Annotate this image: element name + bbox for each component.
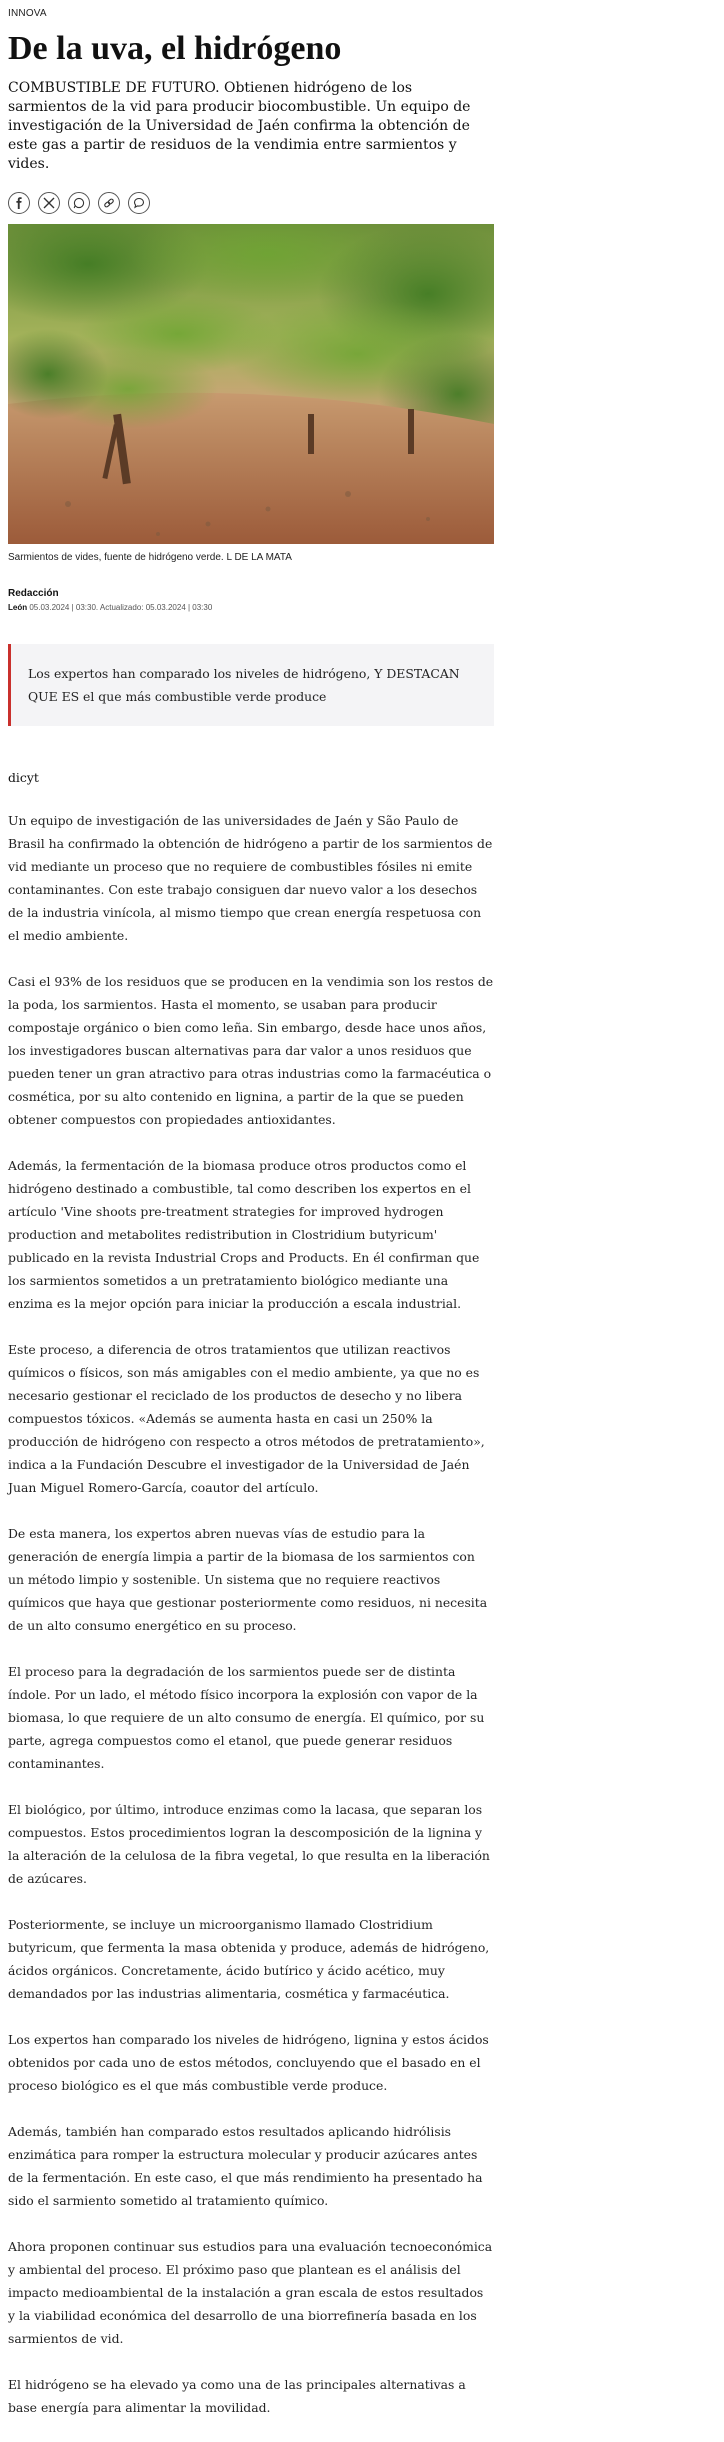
paragraph: Además, la fermentación de la biomasa produce otros productos como el hidrógeno destinado a combustible, tal como describen los expertos en el artículo 'Vine shoots pre-treatment strategies for improved hydrogen production and metabolites redistribution in Clostridium butyricum' publicado en la revista Industrial Crops and Products. En él confirman que los sarmientos sometidos a un pretratamiento biológico mediante una enzima es la mejor opción para iniciar la producción a escala industrial. — [8, 1158, 480, 1311]
vineyard-image — [8, 224, 494, 544]
pullquote-text: Los expertos han comparado los niveles de hidrógeno, Y DESTACAN QUE ES el que más combustible verde produce — [28, 666, 460, 704]
paragraph: Un equipo de investigación de las universidades de Jaén y São Paulo de Brasil ha confirmado la obtención de hidrógeno a partir de los sarmientos de vid mediante un proceso que no requiere de combustibles fósiles ni emite contaminantes. Con este trabajo consiguen dar nuevo valor a los desechos de la industria vinícola, al mismo tiempo que crean energía respetuosa con el medio ambiente. — [8, 813, 493, 943]
paragraph: El proceso para la degradación de los sarmientos puede ser de distinta índole. Por un lado, el método físico incorpora la explosión con vapor de la biomasa, lo que requiere de un alto consumo de energía. El químico, por su parte, agrega compuestos como el etanol, que puede generar residuos contaminantes. — [8, 1664, 485, 1771]
article-body — [8, 809, 494, 2419]
paragraph: De esta manera, los expertos abren nuevas vías de estudio para la generación de energía limpia a partir de la biomasa de los sarmientos con un método limpio y sostenible. Un sistema que no requiere reactivos químicos que haya que gestionar posteriormente como residuos, ni necesita de un alto consumo energético en su proceso. — [8, 1526, 488, 1633]
paragraph: El biológico, por último, introduce enzimas como la lacasa, que separan los compuestos. Estos procedimientos logran la descomposición de la lignina y la alteración de la celulosa de la fibra vegetal, lo que resulta en la liberación de azúcares. — [8, 1802, 490, 1886]
paragraph: Posteriormente, se incluye un microorganismo llamado Clostridium butyricum, que fermenta la masa obtenida y produce, además de hidrógeno, ácidos orgánicos. Concretamente, ácido butírico y ácido acético, muy demandados por las industrias alimentaria, cosmética y farmacéutica. — [8, 1917, 490, 2001]
comment-icon[interactable] — [128, 192, 150, 214]
paragraph: El hidrógeno se ha elevado ya como una de las principales alternativas a base energía para alimentar la movilidad. — [8, 2377, 466, 2415]
paragraph: Casi el 93% de los residuos que se producen en la vendimia son los restos de la poda, los sarmientos. Hasta el momento, se usaban para producir compostaje orgánico o bien como leña. Sin embargo, desde hace unos años, los investigadores buscan alternativas para dar valor a unos residuos que pueden tener un gran atractivo para otras industrias como la farmacéutica o cosmética, por su alto contenido en lignina, a partir de la que se pueden obtener compuestos con propiedades antioxidantes. — [8, 974, 494, 1127]
lead-kicker: COMBUSTIBLE DE FUTURO. — [8, 80, 220, 96]
paragraph: Además, también han comparado estos resultados aplicando hidrólisis enzimática para romper la estructura molecular y producir azúcares antes de la fermentación. En este caso, el que más rendimiento ha presentado ha sido el sarmiento sometido al tratamiento químico. — [8, 2124, 483, 2208]
source: dicyt — [8, 770, 39, 785]
facebook-icon[interactable] — [8, 192, 30, 214]
lead-text: Obtienen hidrógeno de los sarmientos de la vid para producir biocombustible. Un equipo de investigación de la Universidad de Jaén confirma la obtención de este gas a partir de residuos de la vendimia entre sarmientos y vides. — [8, 80, 471, 172]
dates: 05.03.2024 | 03:30. Actualizado: 05.03.2024 | 03:30 — [27, 603, 213, 612]
paragraph: Este proceso, a diferencia de otros tratamientos que utilizan reactivos químicos o físicos, son más amigables con el medio ambiente, ya que no es necesario gestionar el reciclado de los productos de desecho y no libera compuestos tóxicos. «Además se aumenta hasta en casi un 250% la producción de hidrógeno con respecto a otros métodos de pretratamiento», indica a la Fundación Descubre el investigador de la Universidad de Jaén Juan Miguel Romero-García, coautor del artículo. — [8, 1342, 485, 1495]
share-bar — [8, 192, 494, 214]
article-lead — [8, 79, 494, 174]
link-icon[interactable] — [98, 192, 120, 214]
dateline — [8, 603, 494, 612]
article — [8, 0, 494, 2442]
x-icon[interactable] — [38, 192, 60, 214]
section-tag[interactable]: INNOVA — [8, 8, 47, 19]
article-title: De la uva, el hidrógeno — [8, 30, 342, 67]
whatsapp-icon[interactable] — [68, 192, 90, 214]
image-caption: Sarmientos de vides, fuente de hidrógeno verde. L DE LA MATA — [8, 552, 292, 563]
location: León — [8, 603, 28, 612]
paragraph: Los expertos han comparado los niveles de hidrógeno, lignina y estos ácidos obtenidos por cada uno de estos métodos, concluyendo que el basado en el proceso biológico es el que más combustible verde produce. — [8, 2032, 489, 2093]
paragraph: Ahora proponen continuar sus estudios para una evaluación tecnoeconómica y ambiental del proceso. El próximo paso que plantean es el análisis del impacto medioambiental de la instalación a gran escala de estos resultados y la viabilidad económica del desarrollo de una biorrefinería basada en los sarmientos de vid. — [8, 2239, 493, 2346]
article-photo — [8, 224, 494, 544]
pullquote — [8, 644, 494, 726]
author[interactable]: Redacción — [8, 588, 59, 599]
